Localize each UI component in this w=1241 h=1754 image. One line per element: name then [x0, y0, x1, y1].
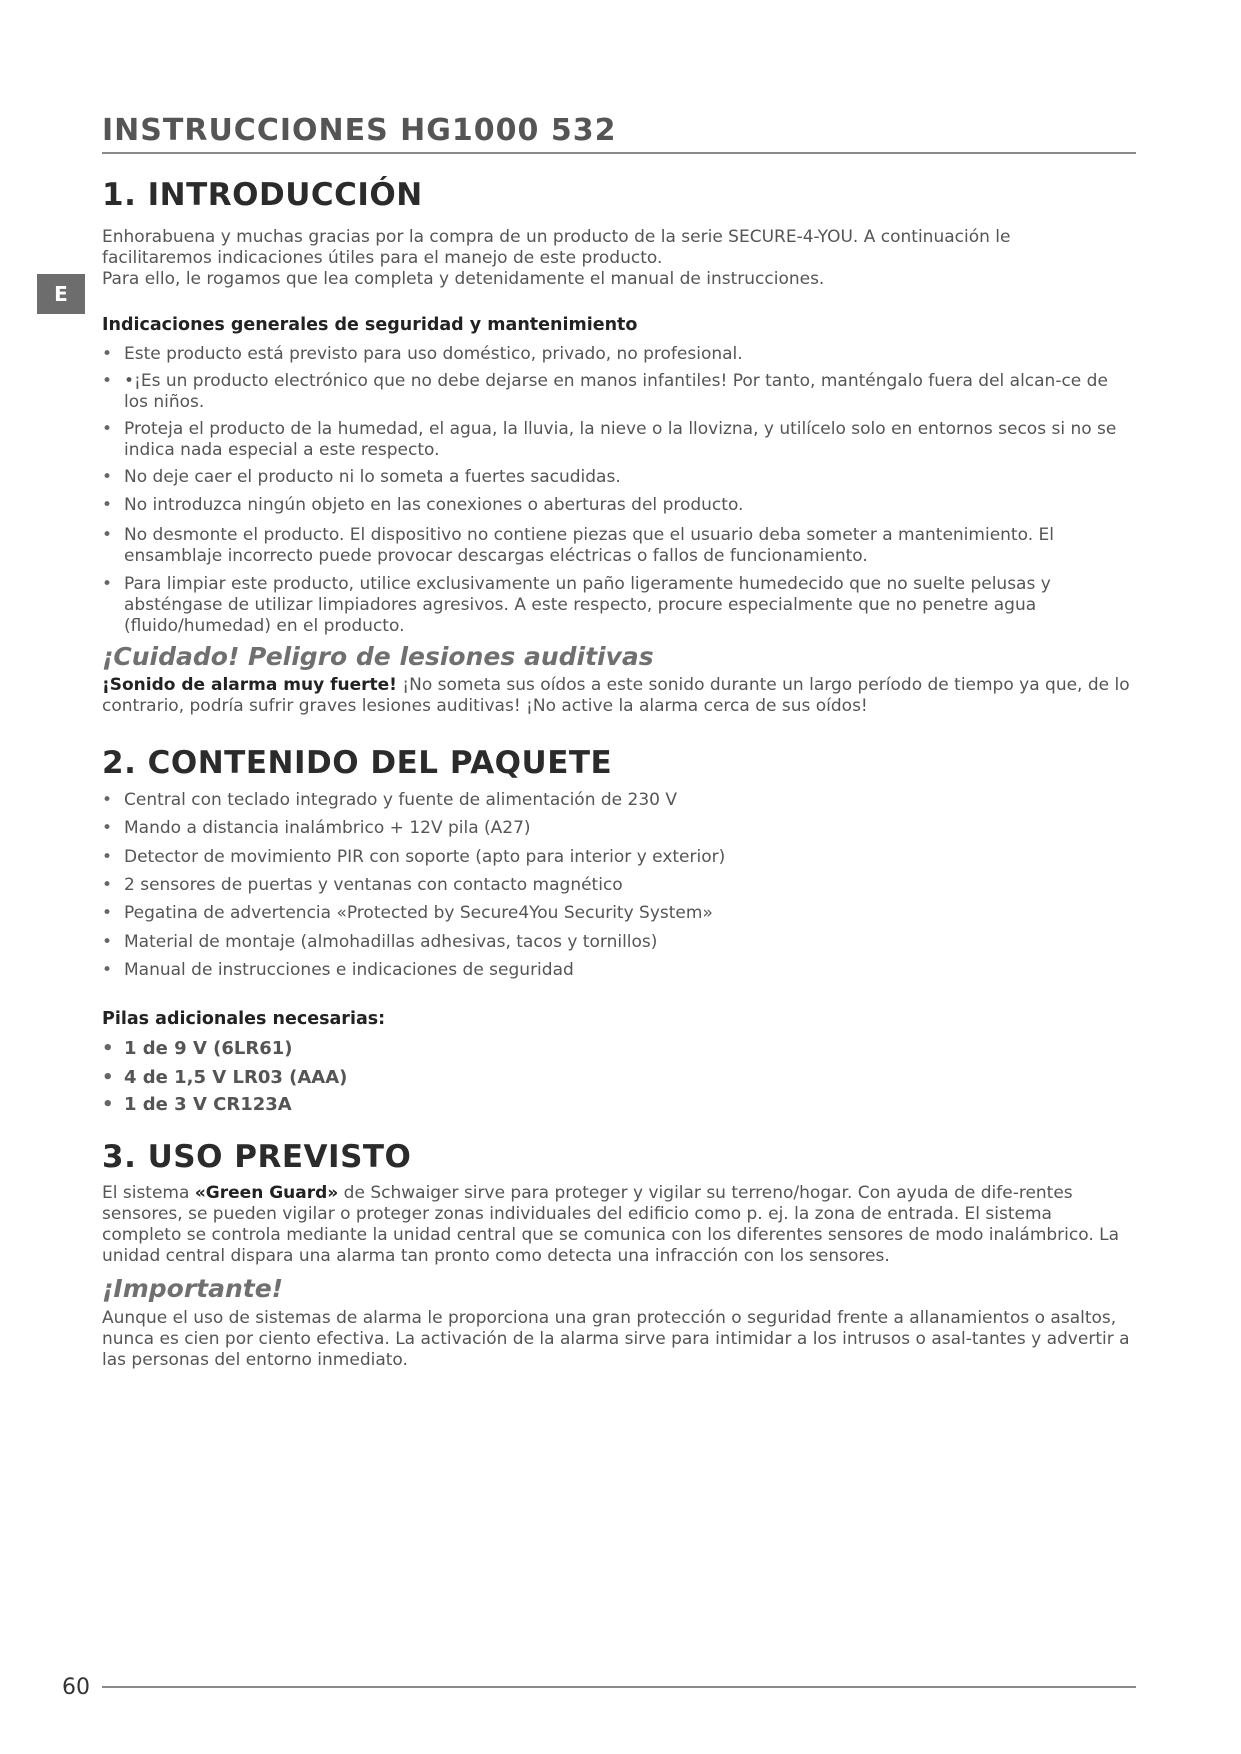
hearing-warning-text: ¡No someta sus oídos a este sonido durante un largo período de tiempo ya que, de lo contrario, podría sufrir graves lesiones auditivas! ¡No active la alarma cerca de sus oídos! [102, 675, 1130, 716]
section-heading-introduction: 1. INTRODUCCIÓN [102, 177, 423, 213]
list-item: • Detector de movimiento PIR con soporte (apto para interior y exterior) [102, 847, 1136, 868]
list-item: • Pegatina de advertencia «Protected by Secure4You Security System» [102, 903, 1136, 924]
batteries-heading: Pilas adicionales necesarias: [102, 1009, 386, 1029]
hearing-warning-heading: ¡Cuidado! Peligro de lesiones auditivas [102, 642, 654, 671]
list-item: • 4 de 1,5 V LR03 (AAA) [102, 1067, 1136, 1088]
batteries-list [102, 1038, 1136, 1115]
page-header [102, 112, 1136, 154]
page-footer [62, 1672, 1136, 1702]
package-contents-list [102, 790, 1136, 981]
list-item: • Manual de instrucciones e indicaciones de seguridad [102, 960, 1136, 981]
section-heading-package-contents: 2. CONTENIDO DEL PAQUETE [102, 745, 613, 781]
page-number: 60 [62, 1674, 90, 1700]
safety-list [102, 344, 1136, 637]
list-item: • •¡Es un producto electrónico que no debe dejarse en manos infantiles! Por tanto, manténgalo fuera del alcan-ce de los niños. [102, 371, 1136, 413]
list-item: • 1 de 3 V CR123A [102, 1094, 1136, 1115]
hearing-warning-bold: ¡Sonido de alarma muy fuerte! [102, 675, 397, 695]
list-item: • Central con teclado integrado y fuente de alimentación de 230 V [102, 790, 1136, 811]
hearing-warning-paragraph [102, 675, 1136, 717]
intended-use-paragraph [102, 1183, 1136, 1267]
section-heading-intended-use: 3. USO PREVISTO [102, 1139, 412, 1175]
intro-line-3: Para ello, le rogamos que lea completa y detenidamente el manual de instrucciones. [102, 269, 825, 289]
product-name: «Green Guard» [194, 1183, 339, 1203]
important-heading: ¡Importante! [102, 1274, 284, 1303]
language-tab: E [37, 274, 85, 314]
list-item: • No desmonte el producto. El dispositivo no contiene piezas que el usuario deba someter a mantenimiento. El ensamblaje incorrecto puede provocar descargas eléctricas o fallos de funcionamiento. [102, 525, 1136, 567]
list-item: • Mando a distancia inalámbrico + 12V pila (A27) [102, 818, 1136, 839]
intended-use-prefix: El sistema [102, 1183, 195, 1203]
page-content [102, 175, 1136, 1371]
list-item: • No introduzca ningún objeto en las conexiones o aberturas del producto. [102, 495, 1136, 516]
list-item: • Material de montaje (almohadillas adhesivas, tacos y tornillos) [102, 932, 1136, 953]
list-item: • 2 sensores de puertas y ventanas con contacto magnético [102, 875, 1136, 896]
intended-use-text: de Schwaiger sirve para proteger y vigilar su terreno/hogar. Con ayuda de dife-rentes sensores, se pueden vigilar o proteger zonas individuales del edificio como p. ej. la zona de entrada. El sistema completo se controla mediante la unidad central que se comunica con los diferentes sensores de modo inalámbrico. La unidad central dispara una alarma tan pronto como detecta una infracción con los sensores. [102, 1183, 1120, 1266]
footer-divider [102, 1686, 1136, 1688]
list-item: • 1 de 9 V (6LR61) [102, 1038, 1136, 1059]
list-item: • No deje caer el producto ni lo someta a fuertes sacudidas. [102, 467, 1136, 488]
list-item: • Proteja el producto de la humedad, el agua, la lluvia, la nieve o la llovizna, y utilícelo solo en entornos secos si no se indica nada especial a este respecto. [102, 419, 1136, 461]
list-item: • Este producto está previsto para uso doméstico, privado, no profesional. [102, 344, 1136, 365]
intro-line-2: facilitaremos indicaciones útiles para el manejo de este producto. [102, 248, 663, 268]
intro-line-1: Enhorabuena y muchas gracias por la compra de un producto de la serie SECURE-4-YOU. A continuación le [102, 227, 1011, 247]
safety-heading: Indicaciones generales de seguridad y mantenimiento [102, 315, 638, 335]
intro-paragraph [102, 227, 1136, 290]
list-item: • Para limpiar este producto, utilice exclusivamente un paño ligeramente humedecido que no suelte pelusas y absténgase de utilizar limpiadores agresivos. A este respecto, procure especialmente que no penetre agua (fluido/humedad) en el producto. [102, 574, 1136, 637]
important-paragraph: Aunque el uso de sistemas de alarma le proporciona una gran protección o seguridad frente a allanamientos o asaltos, nunca es cien por ciento efectiva. La activación de la alarma sirve para intimidar a los intrusos o asal-tantes y advertir a las personas del entorno inmediato. [102, 1308, 1130, 1370]
document-title: INSTRUCCIONES HG1000 532 [102, 113, 617, 148]
